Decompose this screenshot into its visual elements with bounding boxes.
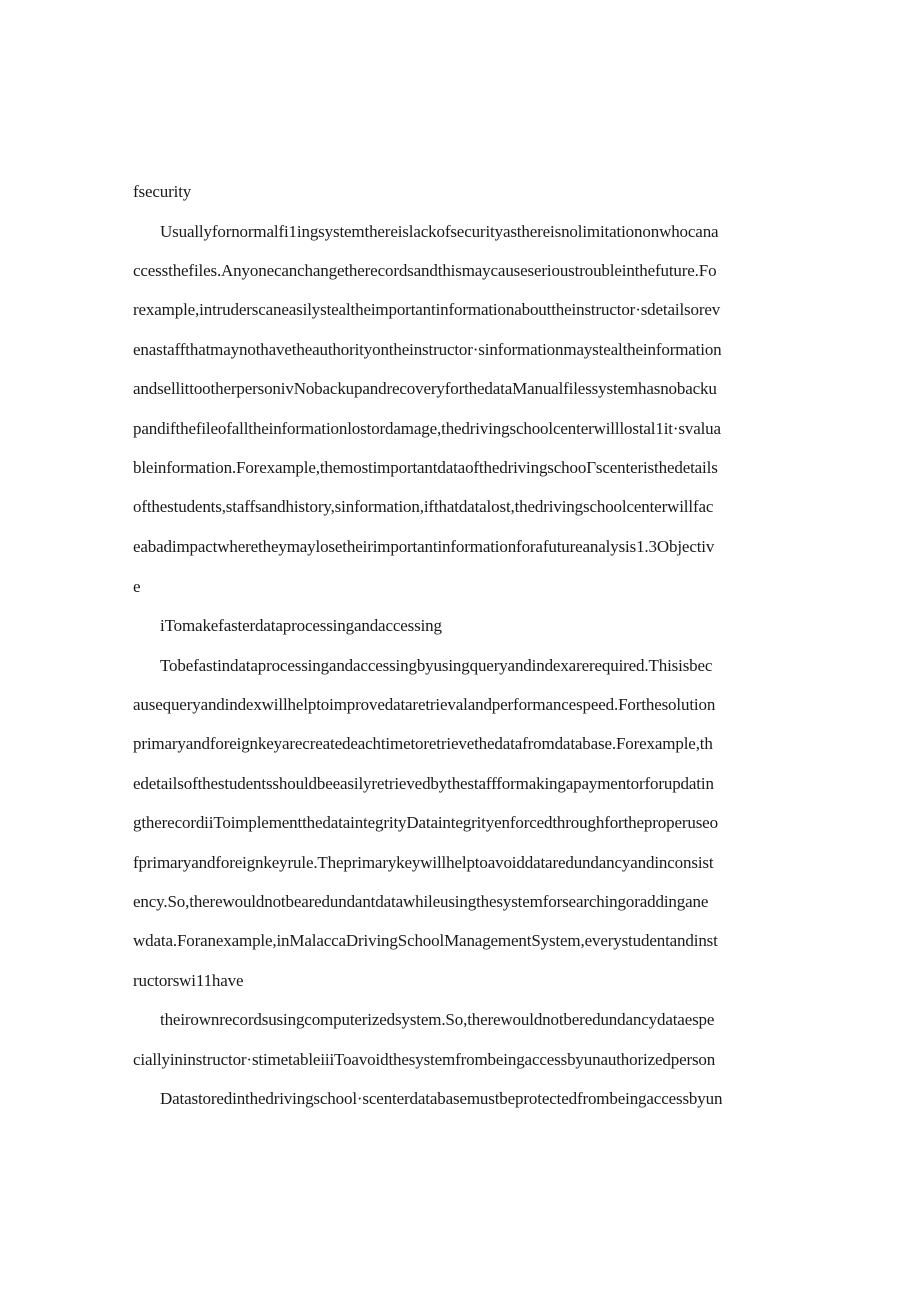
text-line: ccessthefiles.Anyonecanchangetherecordsandthismaycauseserioustroubleinthefuture.Fo	[133, 261, 717, 280]
text-line: rexample,intruderscaneasilystealtheimportantinformationabouttheinstructor·sdetailsorev	[133, 300, 721, 319]
text-line: wdata.Foranexample,inMalaccaDrivingSchoolManagementSystem,everystudentandinst	[133, 931, 718, 950]
text-line: Tobefastindataprocessingandaccessingbyusingqueryandindexarerequired.Thisisbec	[160, 656, 713, 675]
text-line: ofthestudents,staffsandhistory,sinformation,ifthatdatalost,thedrivingschoolcenterwillfac	[133, 497, 714, 516]
text-line: gtherecordiiToimplementthedataintegrityDataintegrityenforcedthroughfortheproperuseo	[133, 813, 718, 832]
text-line: Usuallyfornormalfi1ingsystemthereislackofsecurityasthereisnolimitationonwhocana	[160, 222, 719, 241]
text-line: andsellittootherpersonivNobackupandrecoveryforthedataManualfilessystemhasnobacku	[133, 379, 717, 398]
text-line: ructorswi11have	[133, 971, 244, 990]
text-line: pandifthefileofalltheinformationlostordamage,thedrivingschoolcenterwilllostal1it·svalua	[133, 419, 721, 438]
text-line: fsecurity	[133, 182, 192, 201]
text-line: Datastoredinthedrivingschool·scenterdatabasemustbeprotectedfrombeingaccessbyun	[160, 1089, 723, 1108]
text-line: ciallyininstructor·stimetableiiiToavoidthesystemfrombeingaccessbyunauthorizedperson	[133, 1050, 716, 1069]
text-line: bleinformation.Forexample,themostimportantdataofthedrivingschooΓscenteristhedetails	[133, 458, 718, 477]
text-line: eabadimpactwheretheymaylosetheirimportantinformationforafutureanalysis1.3Objectiv	[133, 537, 715, 556]
text-line: fprimaryandforeignkeyrule.Theprimarykeywillhelptoavoiddataredundancyandinconsist	[133, 853, 714, 872]
text-line: primaryandforeignkeyarecreatedeachtimetoretrievethedatafromdatabase.Forexample,th	[133, 734, 713, 753]
text-line: edetailsofthestudentsshouldbeeasilyretrievedbythestaffformakingapaymentorforupdatin	[133, 774, 714, 793]
text-line: ency.So,therewouldnotbearedundantdatawhileusingthesystemforsearchingoraddingane	[133, 892, 709, 911]
text-line: e	[133, 577, 141, 596]
text-line: enastaffthatmaynothavetheauthorityontheinstructor·sinformationmaystealtheinformation	[133, 340, 722, 359]
text-line: ausequeryandindexwillhelptoimprovedataretrievalandperformancespeed.Forthesolution	[133, 695, 716, 714]
text-line: iTomakefasterdataprocessingandaccessing	[160, 616, 442, 635]
text-line: theirownrecordsusingcomputerizedsystem.So,therewouldnotberedundancydataespe	[160, 1010, 715, 1029]
